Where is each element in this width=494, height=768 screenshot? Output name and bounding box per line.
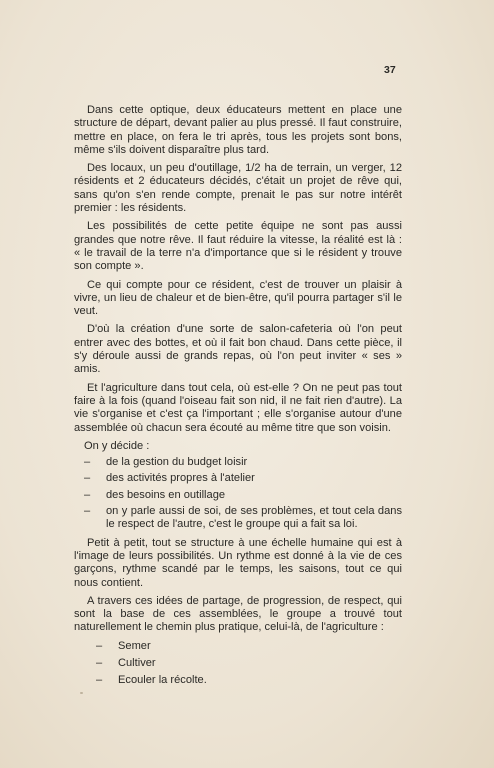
decisions-list — [84, 456, 402, 531]
paragraph-5: D'où la création d'une sorte de salon-cafeteria où l'on peut entrer avec des bottes, et où il fait bon chaud. Dans cette pièce, il s'y déroule aussi de grands repas, où l'on peut inviter « ses » amis. — [74, 323, 402, 376]
paragraph-6: Et l'agriculture dans tout cela, où est-elle ? On ne peut pas tout faire à la fois (quand l'oiseau fait son nid, il ne fait rien d'autre). La vie s'organise et c'est ça l'important ; elle s'organise autour d'une assemblée où chacun sera écouté au même titre que son voisin. — [74, 381, 402, 434]
farm-steps-list — [96, 640, 402, 688]
scan-speck — [80, 692, 83, 694]
page-number: 37 — [384, 64, 396, 76]
list-item: – on y parle aussi de soi, de ses problèmes, et tout cela dans le respect de l'autre, c'est le groupe qui a fait sa loi. — [84, 505, 402, 532]
paragraph-2: Des locaux, un peu d'outillage, 1/2 ha de terrain, un verger, 12 résidents et 2 éducateurs décidés, c'était un projet de rêve qui, sans qu'on s'en rende compte, prenait le pas sur notre intérêt premier : les résidents. — [74, 162, 402, 215]
list-item: – des activités propres à l'atelier — [84, 472, 402, 485]
list-item: – de la gestion du budget loisir — [84, 456, 402, 469]
decisions-intro: On y décide : — [84, 439, 150, 452]
body-text — [74, 104, 402, 693]
list-item: – Ecouler la récolte. — [96, 674, 402, 687]
paragraph-8: Petit à petit, tout se structure à une échelle humaine qui est à l'image de leurs possibilités. Un rythme est donné à la vie de ces garçons, rythme scandé par le temps, les saisons, tout ce qui nous contient. — [74, 536, 402, 589]
list-item: – des besoins en outillage — [84, 489, 402, 502]
paragraph-9: A travers ces idées de partage, de progression, de respect, qui sont la base de ces assemblées, le groupe a trouvé tout naturellement le chemin plus pratique, celui-là, de l'agriculture : — [74, 594, 402, 634]
paragraph-4: Ce qui compte pour ce résident, c'est de trouver un plaisir à vivre, un lieu de chaleur et de bien-être, qu'il pourra partager s'il le veut. — [74, 278, 402, 318]
paragraph-3: Les possibilités de cette petite équipe ne sont pas aussi grandes que notre rêve. Il faut réduire la vitesse, la réalité est là : « le travail de la terre n'a d'importance que si le résident y trouve son compte ». — [74, 220, 402, 273]
list-item: – Semer — [96, 640, 402, 653]
list-item: – Cultiver — [96, 657, 402, 670]
paragraph-1: Dans cette optique, deux éducateurs mettent en place une structure de départ, devant palier au plus pressé. Il faut construire, mettre en place, on fera le tri après, tous les projets sont bons, même s'ils doivent disparaître plus tard. — [74, 104, 402, 156]
